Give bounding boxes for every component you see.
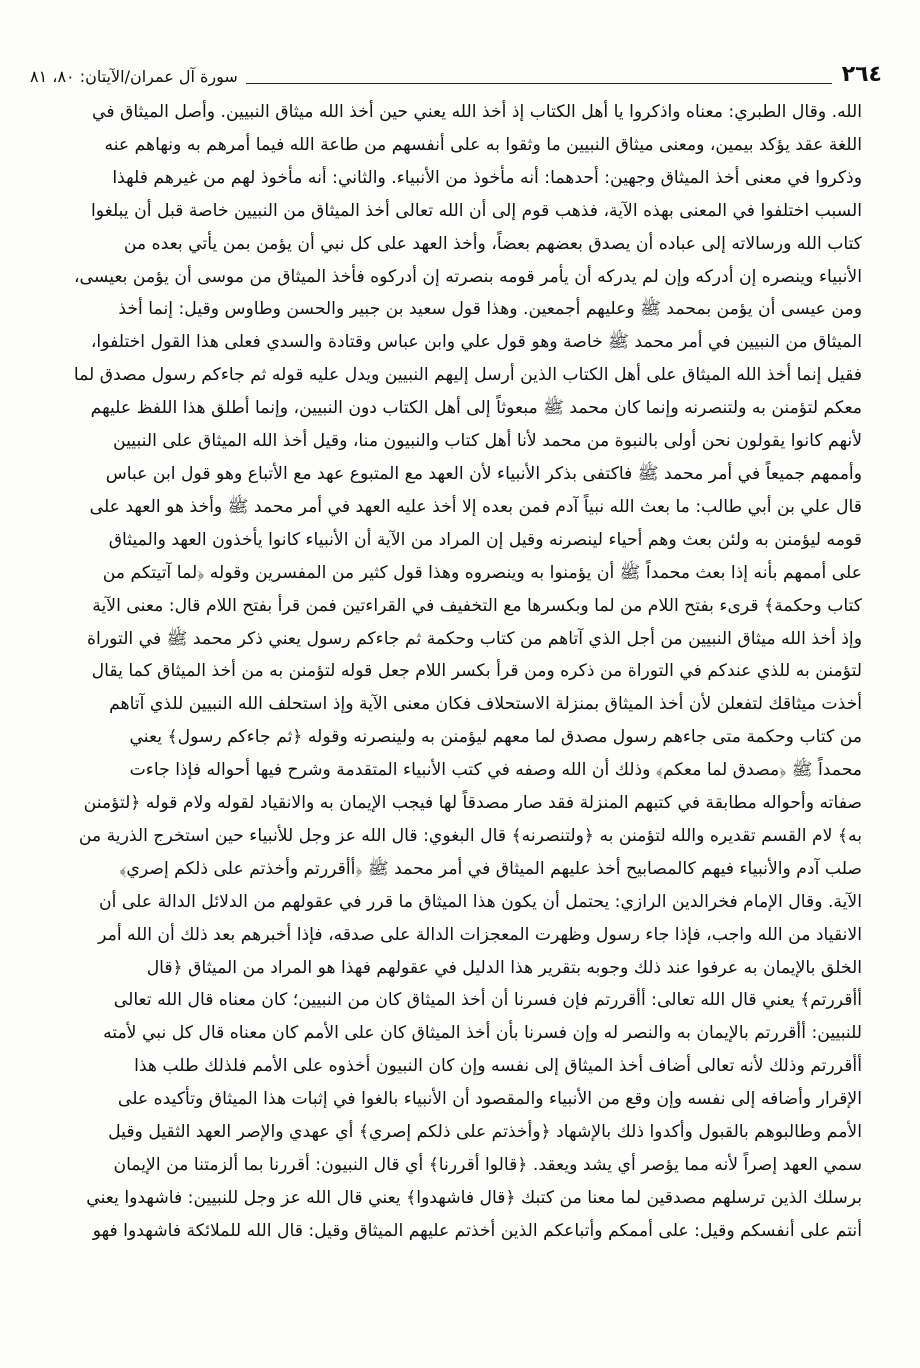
- text-line: أنتم على أنفسكم وقيل: على أممكم وأتباعكم الذين أخذتم عليهم الميثاق وقيل: قال الله للملائكة فاشهدوا فهو: [92, 1220, 862, 1241]
- text-line: على أممهم بأنه إذا بعث محمداً ﷺ أن يؤمنوا به وينصروه وهذا قول كثير من المفسرين وقوله ﴿لما آتيتكم من: [102, 562, 862, 583]
- text-line: أأقررتم وذلك لأنه تعالى أضاف أخذ الميثاق إلى نفسه وإن كان النبيون أخذوه على الأمم فلذلك طلب هذا: [134, 1056, 862, 1077]
- text-line: السبب اختلفوا في المعنى بهذه الآية، فذهب قوم إلى أن الله تعالى أخذ الميثاق من النبيين خاصة قبل أن يبلغوا: [91, 200, 862, 221]
- body-text: [46, 96, 862, 1248]
- text-line: الانقياد من الله واجب، فإذا جاء رسول وظهرت المعجزات الدالة على صدقه، فإذا أخبرهم بعد ذلك أن الله أمر: [98, 924, 862, 945]
- header-rule: [246, 83, 832, 84]
- text-line: الله. وقال الطبري: معناه واذكروا يا أهل الكتاب إذ أخذ الله يعني حين أخذ الله ميثاق النبيين. وأصل الميثاق في: [92, 102, 862, 122]
- text-line: اللغة عقد يؤكد بيمين، ومعنى ميثاق النبيين ما وثقوا به على أنفسهم من طاعة الله فيما أمرهم به ونهاهم عنه: [104, 134, 862, 155]
- text-line: فقيل إنما أخذ الله الميثاق على أهل الكتاب الذين أرسل إليهم النبيين ويدل عليه قوله ثم جاءكم رسول مصدق لما: [73, 365, 862, 386]
- text-line: لتؤمنن به للذي عندكم في التوراة من ذكره ومن قرأ بكسر اللام جعل قوله لتؤمنن به من أخذ الميثاق كما يقال: [91, 661, 862, 682]
- text-line: به﴾ لام القسم تقديره والله لتؤمنن به ﴿ولتنصرنه﴾ قال البغوي: قال الله عز وجل للأنبياء حين استخرج الذرية من: [78, 825, 862, 846]
- text-line: قومه ليؤمنن به ولئن بعث وهم أحياء لينصرنه وقيل إن المراد من الآية أن الأنبياء كانوا يأخذون العهد والميثاق: [108, 529, 862, 550]
- text-line: من كتاب وحكمة متى جاءهم رسول مصدق لما معهم ليؤمنن به ولينصرنه وقوله ﴿ثم جاءكم رسول﴾ يعني: [129, 727, 862, 748]
- text-line: أخذت ميثاقك لتفعلن لأن أخذ الميثاق بمنزلة الاستحلاف فكان معنى الآية وإذ استحلف الله النبيين للذي آتاهم: [109, 694, 862, 715]
- text-line: الإقرار وأضافه إلى نفسه وإن وقع من الأنبياء والمقصود أن الأنبياء بالغوا في إثبات هذا الميثاق وتأكيده على: [117, 1089, 862, 1110]
- text-line: الآية. وقال الإمام فخرالدين الرازي: يحتمل أن يكون هذا الميثاق ما قرر في عقولهم من الدلائل الدالة على أن: [98, 891, 862, 912]
- text-line: محمداً ﷺ ﴿مصدق لما معكم﴾ وذلك أن الله وصفه في كتب الأنبياء المتقدمة وشرح فيها أحواله فإذا جاءت: [129, 760, 862, 781]
- text-line: الخلق بالإيمان به عرفوا عند ذلك وجوبه بتقرير هذا الدليل في عقولهم فهذا هو المراد من الميثاق ﴿قال: [146, 957, 862, 978]
- text-line: وذكروا في معنى أخذ الميثاق وجهين: أحدهما: أنه مأخوذ من الأنبياء. والثاني: أنه مأخوذ لهم من غيرهم فلهذا: [112, 167, 862, 188]
- text-line: صلب آدم والأنبياء فيهم كالمصابيح أخذ عليهم الميثاق في أمر محمد ﷺ ﴿أأقررتم وأخذتم على ذلكم إصري﴾: [119, 858, 862, 879]
- text-line: معكم لتؤمنن به ولتنصرنه وإنما كان محمد ﷺ مبعوثاً إلى أهل الكتاب دون النبيين، وإنما أطلق هذا اللفظ عليهم: [90, 398, 862, 419]
- running-title: سورة آل عمران/الآيتان: ٨٠، ٨١: [30, 67, 238, 86]
- text-line: قال علي بن أبي طالب: ما بعث الله نبياً آدم فمن بعده إلا أخذ عليه العهد في أمر محمد ﷺ وأخذ هو العهد على: [89, 496, 862, 517]
- text-line: سمي العهد إصراً لأنه مما يؤصر أي يشد ويعقد. ﴿قالوا أقررنا﴾ أي قال النبيون: أقررنا بما ألزمتنا من الإيمان: [113, 1155, 862, 1175]
- page-header: [30, 48, 882, 88]
- text-line: برسلك الذين ترسلهم مصدقين لما معنا من كتبك ﴿قال فاشهدوا﴾ يعني قال الله عز وجل للنبيين: فاشهدوا يعني: [86, 1187, 862, 1208]
- text-line: أأقررتم﴾ يعني قال الله تعالى: أأقررتم فإن فسرنا أن أخذ الميثاق كان من النبيين؛ كان معناه قال الله تعالى: [113, 990, 862, 1011]
- page-number: ٢٦٤: [841, 62, 882, 87]
- text-line: كتاب وحكمة﴾ قرىء بفتح اللام من لما وبكسرها مع التخفيف في القراءتين فمن قرأ بفتح اللام قال: معنى الآية: [92, 595, 862, 616]
- text-line: الميثاق من النبيين في أمر محمد ﷺ خاصة وهو قول علي وابن عباس وقتادة والسدي فعلى هذا القول اختلفوا،: [90, 332, 862, 353]
- text-line: الأمم وطالبوهم بالقبول وأكدوا ذلك بالإشهاد ﴿وأخذتم على ذلكم إصري﴾ أي عهدي والإصر العهد الثقيل وقيل: [108, 1122, 862, 1143]
- text-line: لأنهم كانوا يقولون نحن أولى بالنبوة من محمد لأنا أهل كتاب والنبيون منا، وقيل أخذ الله الميثاق على النبيين: [113, 431, 862, 452]
- text-line: وإذ أخذ الله ميثاق النبيين من أجل الذي آتاهم من كتاب وحكمة ثم جاءكم رسول يعني ذكر محمد ﷺ في التوراة: [87, 628, 862, 649]
- text-line: للنبيين: أأقررتم بالإيمان به والنصر له وإن فسرنا بأن أخذ الميثاق كان على الأمم كان معناه قال كل نبي لأمته: [103, 1023, 862, 1044]
- text-line: صفاته وأحواله مطابقة في كتبهم المنزلة فقد صار مصدقاً لها فيجب الإيمان به والانقياد لقوله ولام قوله ﴿لتؤمنن: [83, 793, 862, 814]
- text-line: كتاب الله ورسالاته إلى عباده أن يصدق بعضهم بعضاً، وأخذ العهد على كل نبي أن يؤمن بمن يأتي بعده من: [123, 233, 862, 254]
- text-line: الأنبياء وينصره إن أدركه وإن لم يدركه أن يأمر قومه بنصرته إن أدركوه فأخذ الميثاق من موسى أن يؤمن بعيسى،: [73, 266, 862, 287]
- text-line: وأممهم جميعاً في أمر محمد ﷺ فاكتفى بذكر الأنبياء لأن العهد مع المتبوع عهد مع الأتباع وهو قول ابن عباس: [105, 463, 862, 484]
- text-line: ومن عيسى أن يؤمن بمحمد ﷺ وعليهم أجمعين. وهذا قول سعيد بن جبير والحسن وطاوس وقيل: إنما أخذ: [118, 299, 862, 320]
